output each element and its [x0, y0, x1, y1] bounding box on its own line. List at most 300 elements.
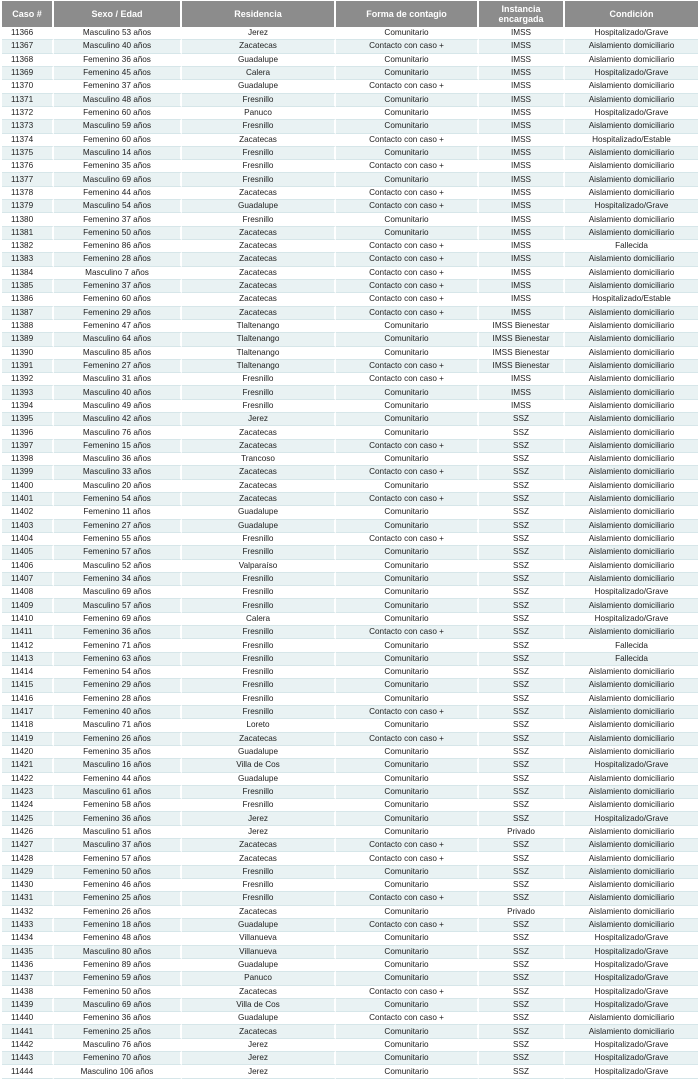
cell-instancia: SSZ	[479, 786, 565, 799]
cell-condicion: Aislamiento domiciliario	[565, 54, 698, 67]
table-row	[2, 440, 698, 453]
cell-residencia: Zacatecas	[182, 187, 336, 200]
cell-residencia: Fresnillo	[182, 400, 336, 413]
cell-forma-contagio: Contacto con caso +	[336, 307, 479, 320]
cell-caso: 11440	[2, 1012, 54, 1025]
cell-condicion: Aislamiento domiciliario	[565, 626, 698, 639]
cell-sexo-edad: Femenino 29 años	[54, 307, 182, 320]
cell-instancia: IMSS	[479, 227, 565, 240]
cell-condicion: Aislamiento domiciliario	[565, 347, 698, 360]
cell-instancia: SSZ	[479, 599, 565, 612]
cell-caso: 11406	[2, 560, 54, 573]
table-row	[2, 94, 698, 107]
cell-residencia: Fresnillo	[182, 799, 336, 812]
cell-caso: 11399	[2, 466, 54, 479]
header-instancia: Instancia encargada	[479, 1, 565, 27]
cell-forma-contagio: Comunitario	[336, 320, 479, 333]
cell-condicion: Aislamiento domiciliario	[565, 187, 698, 200]
table-row	[2, 134, 698, 147]
cell-residencia: Guadalupe	[182, 746, 336, 759]
cell-instancia: SSZ	[479, 613, 565, 626]
cell-condicion: Aislamiento domiciliario	[565, 546, 698, 559]
cell-forma-contagio: Contacto con caso +	[336, 533, 479, 546]
cell-caso: 11422	[2, 773, 54, 786]
table-row	[2, 706, 698, 719]
cell-residencia: Loreto	[182, 719, 336, 732]
cell-condicion: Aislamiento domiciliario	[565, 466, 698, 479]
cell-residencia: Jerez	[182, 826, 336, 839]
cell-forma-contagio: Comunitario	[336, 333, 479, 346]
cell-sexo-edad: Femenino 44 años	[54, 773, 182, 786]
cell-sexo-edad: Femenino 63 años	[54, 653, 182, 666]
cell-caso: 11411	[2, 626, 54, 639]
cell-forma-contagio: Contacto con caso +	[336, 280, 479, 293]
cell-forma-contagio: Contacto con caso +	[336, 134, 479, 147]
cell-condicion: Aislamiento domiciliario	[565, 693, 698, 706]
cell-residencia: Zacatecas	[182, 852, 336, 865]
cell-caso: 11380	[2, 213, 54, 226]
cell-instancia: SSZ	[479, 1025, 565, 1038]
cell-condicion: Fallecida	[565, 639, 698, 652]
cell-caso: 11372	[2, 107, 54, 120]
cell-sexo-edad: Masculino 106 años	[54, 1065, 182, 1078]
cell-instancia: SSZ	[479, 533, 565, 546]
table-row	[2, 986, 698, 999]
cell-instancia: SSZ	[479, 626, 565, 639]
cell-forma-contagio: Contacto con caso +	[336, 240, 479, 253]
cell-caso: 11443	[2, 1052, 54, 1065]
cell-caso: 11436	[2, 959, 54, 972]
table-row	[2, 320, 698, 333]
cell-forma-contagio: Comunitario	[336, 1065, 479, 1078]
cell-residencia: Panuco	[182, 972, 336, 985]
cell-residencia: Jerez	[182, 1065, 336, 1078]
cell-sexo-edad: Masculino 42 años	[54, 413, 182, 426]
cell-condicion: Aislamiento domiciliario	[565, 320, 698, 333]
table-row	[2, 426, 698, 439]
cell-forma-contagio: Comunitario	[336, 999, 479, 1012]
cell-condicion: Hospitalizado/Grave	[565, 586, 698, 599]
cell-sexo-edad: Femenino 27 años	[54, 520, 182, 533]
cell-instancia: IMSS	[479, 134, 565, 147]
table-row	[2, 906, 698, 919]
cell-forma-contagio: Comunitario	[336, 386, 479, 399]
cell-residencia: Zacatecas	[182, 480, 336, 493]
table-row	[2, 919, 698, 932]
cell-residencia: Villa de Cos	[182, 759, 336, 772]
header-caso: Caso #	[2, 1, 54, 27]
cell-sexo-edad: Femenino 46 años	[54, 879, 182, 892]
cases-table-container	[2, 1, 698, 1079]
cell-sexo-edad: Femenino 26 años	[54, 906, 182, 919]
table-row	[2, 693, 698, 706]
cell-residencia: Fresnillo	[182, 373, 336, 386]
cell-forma-contagio: Comunitario	[336, 120, 479, 133]
cell-instancia: SSZ	[479, 986, 565, 999]
cell-forma-contagio: Comunitario	[336, 173, 479, 186]
cell-sexo-edad: Masculino 53 años	[54, 27, 182, 40]
cell-instancia: SSZ	[479, 946, 565, 959]
cell-instancia: IMSS	[479, 160, 565, 173]
cell-caso: 11441	[2, 1025, 54, 1038]
cell-forma-contagio: Comunitario	[336, 879, 479, 892]
cell-forma-contagio: Comunitario	[336, 906, 479, 919]
cell-forma-contagio: Comunitario	[336, 107, 479, 120]
cell-caso: 11416	[2, 693, 54, 706]
cell-forma-contagio: Comunitario	[336, 1039, 479, 1052]
header-residencia: Residencia	[182, 1, 336, 27]
cell-caso: 11429	[2, 866, 54, 879]
cell-residencia: Fresnillo	[182, 693, 336, 706]
table-row	[2, 413, 698, 426]
cell-forma-contagio: Comunitario	[336, 413, 479, 426]
table-row	[2, 80, 698, 93]
cell-forma-contagio: Comunitario	[336, 480, 479, 493]
cell-residencia: Fresnillo	[182, 586, 336, 599]
cell-forma-contagio: Contacto con caso +	[336, 706, 479, 719]
cell-sexo-edad: Femenino 54 años	[54, 493, 182, 506]
cell-condicion: Aislamiento domiciliario	[565, 147, 698, 160]
cell-sexo-edad: Femenino 28 años	[54, 693, 182, 706]
cell-forma-contagio: Comunitario	[336, 786, 479, 799]
cases-table	[2, 1, 698, 1079]
cell-caso: 11418	[2, 719, 54, 732]
cell-caso: 11442	[2, 1039, 54, 1052]
cell-instancia: SSZ	[479, 919, 565, 932]
cell-sexo-edad: Femenino 15 años	[54, 440, 182, 453]
cell-instancia: IMSS	[479, 400, 565, 413]
cell-instancia: IMSS	[479, 307, 565, 320]
cell-residencia: Fresnillo	[182, 626, 336, 639]
cell-caso: 11367	[2, 40, 54, 53]
cell-sexo-edad: Masculino 48 años	[54, 94, 182, 107]
cell-residencia: Zacatecas	[182, 307, 336, 320]
cell-sexo-edad: Femenino 26 años	[54, 733, 182, 746]
cell-forma-contagio: Contacto con caso +	[336, 466, 479, 479]
cell-caso: 11376	[2, 160, 54, 173]
cell-forma-contagio: Comunitario	[336, 719, 479, 732]
cell-condicion: Hospitalizado/Grave	[565, 200, 698, 213]
cell-forma-contagio: Comunitario	[336, 67, 479, 80]
cell-instancia: IMSS	[479, 187, 565, 200]
cell-sexo-edad: Femenino 36 años	[54, 54, 182, 67]
cell-residencia: Fresnillo	[182, 160, 336, 173]
cell-sexo-edad: Femenino 35 años	[54, 746, 182, 759]
cell-residencia: Tlaltenango	[182, 333, 336, 346]
cell-sexo-edad: Femenino 36 años	[54, 1012, 182, 1025]
cell-forma-contagio: Comunitario	[336, 666, 479, 679]
cell-condicion: Aislamiento domiciliario	[565, 746, 698, 759]
cell-caso: 11414	[2, 666, 54, 679]
cell-sexo-edad: Femenino 48 años	[54, 932, 182, 945]
cell-caso: 11386	[2, 293, 54, 306]
cell-residencia: Zacatecas	[182, 134, 336, 147]
cell-forma-contagio: Comunitario	[336, 546, 479, 559]
cell-condicion: Hospitalizado/Grave	[565, 932, 698, 945]
table-row	[2, 506, 698, 519]
table-row	[2, 773, 698, 786]
cell-sexo-edad: Masculino 49 años	[54, 400, 182, 413]
cell-caso: 11408	[2, 586, 54, 599]
cell-forma-contagio: Contacto con caso +	[336, 986, 479, 999]
cell-caso: 11412	[2, 639, 54, 652]
table-row	[2, 520, 698, 533]
cell-instancia: SSZ	[479, 879, 565, 892]
cell-caso: 11419	[2, 733, 54, 746]
cell-instancia: IMSS	[479, 253, 565, 266]
cell-condicion: Hospitalizado/Grave	[565, 1039, 698, 1052]
cell-instancia: IMSS	[479, 293, 565, 306]
cell-caso: 11431	[2, 892, 54, 905]
cell-residencia: Zacatecas	[182, 440, 336, 453]
table-row	[2, 213, 698, 226]
cell-sexo-edad: Femenino 50 años	[54, 227, 182, 240]
table-row	[2, 187, 698, 200]
cell-instancia: Privado	[479, 826, 565, 839]
cell-caso: 11381	[2, 227, 54, 240]
cell-instancia: SSZ	[479, 653, 565, 666]
cell-caso: 11417	[2, 706, 54, 719]
cell-condicion: Aislamiento domiciliario	[565, 666, 698, 679]
cell-sexo-edad: Masculino 64 años	[54, 333, 182, 346]
cell-instancia: IMSS Bienestar	[479, 333, 565, 346]
cell-residencia: Tlaltenango	[182, 360, 336, 373]
cell-forma-contagio: Comunitario	[336, 347, 479, 360]
cell-instancia: SSZ	[479, 560, 565, 573]
cell-instancia: SSZ	[479, 932, 565, 945]
cell-forma-contagio: Contacto con caso +	[336, 733, 479, 746]
cell-sexo-edad: Masculino 33 años	[54, 466, 182, 479]
cell-residencia: Jerez	[182, 812, 336, 825]
cell-caso: 11390	[2, 347, 54, 360]
cell-sexo-edad: Femenino 60 años	[54, 107, 182, 120]
cell-condicion: Aislamiento domiciliario	[565, 400, 698, 413]
table-row	[2, 546, 698, 559]
cell-forma-contagio: Comunitario	[336, 653, 479, 666]
table-row	[2, 293, 698, 306]
cell-condicion: Hospitalizado/Grave	[565, 959, 698, 972]
cell-instancia: SSZ	[479, 959, 565, 972]
cell-sexo-edad: Femenino 40 años	[54, 706, 182, 719]
table-row	[2, 1065, 698, 1078]
cell-forma-contagio: Comunitario	[336, 573, 479, 586]
cell-forma-contagio: Comunitario	[336, 773, 479, 786]
cell-sexo-edad: Femenino 50 años	[54, 866, 182, 879]
table-row	[2, 599, 698, 612]
cell-residencia: Zacatecas	[182, 733, 336, 746]
cell-instancia: SSZ	[479, 1065, 565, 1078]
cell-forma-contagio: Comunitario	[336, 972, 479, 985]
cell-condicion: Aislamiento domiciliario	[565, 733, 698, 746]
table-row	[2, 1012, 698, 1025]
cell-caso: 11401	[2, 493, 54, 506]
header-forma-contagio: Forma de contagio	[336, 1, 479, 27]
cell-condicion: Aislamiento domiciliario	[565, 253, 698, 266]
cell-forma-contagio: Contacto con caso +	[336, 253, 479, 266]
cell-sexo-edad: Femenino 45 años	[54, 67, 182, 80]
cell-condicion: Hospitalizado/Grave	[565, 107, 698, 120]
cell-forma-contagio: Comunitario	[336, 560, 479, 573]
table-row	[2, 200, 698, 213]
cell-forma-contagio: Contacto con caso +	[336, 626, 479, 639]
cell-forma-contagio: Comunitario	[336, 812, 479, 825]
cell-sexo-edad: Femenino 34 años	[54, 573, 182, 586]
cell-caso: 11433	[2, 919, 54, 932]
cell-instancia: IMSS	[479, 94, 565, 107]
cell-caso: 11444	[2, 1065, 54, 1078]
cell-forma-contagio: Contacto con caso +	[336, 293, 479, 306]
cell-caso: 11398	[2, 453, 54, 466]
cell-forma-contagio: Contacto con caso +	[336, 267, 479, 280]
cell-sexo-edad: Femenino 37 años	[54, 280, 182, 293]
cell-instancia: SSZ	[479, 719, 565, 732]
cell-instancia: SSZ	[479, 413, 565, 426]
table-row	[2, 666, 698, 679]
cell-caso: 11435	[2, 946, 54, 959]
cell-sexo-edad: Femenino 36 años	[54, 626, 182, 639]
cell-instancia: IMSS	[479, 147, 565, 160]
cell-sexo-edad: Masculino 37 años	[54, 839, 182, 852]
cell-caso: 11368	[2, 54, 54, 67]
cell-residencia: Fresnillo	[182, 866, 336, 879]
cell-condicion: Hospitalizado/Grave	[565, 1065, 698, 1078]
cell-forma-contagio: Contacto con caso +	[336, 852, 479, 865]
cell-forma-contagio: Comunitario	[336, 213, 479, 226]
cell-instancia: Privado	[479, 906, 565, 919]
cell-residencia: Guadalupe	[182, 54, 336, 67]
table-row	[2, 786, 698, 799]
cell-residencia: Fresnillo	[182, 573, 336, 586]
cell-caso: 11377	[2, 173, 54, 186]
cell-condicion: Aislamiento domiciliario	[565, 386, 698, 399]
cell-residencia: Guadalupe	[182, 506, 336, 519]
table-row	[2, 1052, 698, 1065]
cell-forma-contagio: Comunitario	[336, 1025, 479, 1038]
cell-residencia: Guadalupe	[182, 959, 336, 972]
cell-condicion: Fallecida	[565, 240, 698, 253]
cell-residencia: Jerez	[182, 27, 336, 40]
cell-forma-contagio: Comunitario	[336, 959, 479, 972]
cell-forma-contagio: Contacto con caso +	[336, 80, 479, 93]
cell-residencia: Zacatecas	[182, 1025, 336, 1038]
table-row	[2, 347, 698, 360]
cell-residencia: Zacatecas	[182, 40, 336, 53]
cell-caso: 11383	[2, 253, 54, 266]
cell-forma-contagio: Contacto con caso +	[336, 200, 479, 213]
cell-instancia: IMSS	[479, 267, 565, 280]
cell-sexo-edad: Femenino 18 años	[54, 919, 182, 932]
table-row	[2, 173, 698, 186]
cell-residencia: Fresnillo	[182, 679, 336, 692]
cell-caso: 11407	[2, 573, 54, 586]
cell-sexo-edad: Femenino 36 años	[54, 812, 182, 825]
cell-caso: 11405	[2, 546, 54, 559]
cell-sexo-edad: Femenino 25 años	[54, 892, 182, 905]
cell-condicion: Aislamiento domiciliario	[565, 706, 698, 719]
table-row	[2, 679, 698, 692]
cell-residencia: Zacatecas	[182, 227, 336, 240]
cell-forma-contagio: Contacto con caso +	[336, 919, 479, 932]
cell-instancia: IMSS	[479, 54, 565, 67]
cell-caso: 11371	[2, 94, 54, 107]
cell-sexo-edad: Masculino 71 años	[54, 719, 182, 732]
cell-forma-contagio: Comunitario	[336, 426, 479, 439]
cell-residencia: Zacatecas	[182, 426, 336, 439]
cell-sexo-edad: Masculino 52 años	[54, 560, 182, 573]
cell-condicion: Aislamiento domiciliario	[565, 573, 698, 586]
cell-condicion: Aislamiento domiciliario	[565, 679, 698, 692]
cell-instancia: IMSS	[479, 120, 565, 133]
cell-caso: 11384	[2, 267, 54, 280]
cell-caso: 11400	[2, 480, 54, 493]
cell-sexo-edad: Masculino 69 años	[54, 999, 182, 1012]
cell-forma-contagio: Comunitario	[336, 400, 479, 413]
cell-instancia: SSZ	[479, 506, 565, 519]
cell-residencia: Fresnillo	[182, 147, 336, 160]
cell-forma-contagio: Comunitario	[336, 586, 479, 599]
cell-instancia: IMSS Bienestar	[479, 320, 565, 333]
cell-sexo-edad: Femenino 60 años	[54, 134, 182, 147]
cell-residencia: Fresnillo	[182, 653, 336, 666]
cell-condicion: Aislamiento domiciliario	[565, 852, 698, 865]
cell-condicion: Aislamiento domiciliario	[565, 94, 698, 107]
table-row	[2, 360, 698, 373]
table-row	[2, 240, 698, 253]
cell-sexo-edad: Femenino 11 años	[54, 506, 182, 519]
cell-residencia: Villa de Cos	[182, 999, 336, 1012]
cell-condicion: Aislamiento domiciliario	[565, 360, 698, 373]
cell-condicion: Aislamiento domiciliario	[565, 799, 698, 812]
cell-instancia: SSZ	[479, 839, 565, 852]
cell-residencia: Jerez	[182, 1052, 336, 1065]
table-row	[2, 27, 698, 40]
cell-instancia: IMSS	[479, 173, 565, 186]
table-row	[2, 480, 698, 493]
cell-forma-contagio: Comunitario	[336, 54, 479, 67]
cell-condicion: Aislamiento domiciliario	[565, 1012, 698, 1025]
cell-sexo-edad: Masculino 54 años	[54, 200, 182, 213]
cell-residencia: Guadalupe	[182, 773, 336, 786]
table-row	[2, 533, 698, 546]
cell-residencia: Fresnillo	[182, 386, 336, 399]
table-row	[2, 639, 698, 652]
cell-residencia: Zacatecas	[182, 280, 336, 293]
cell-sexo-edad: Femenino 71 años	[54, 639, 182, 652]
cell-instancia: SSZ	[479, 666, 565, 679]
cell-sexo-edad: Masculino 7 años	[54, 267, 182, 280]
cell-residencia: Jerez	[182, 1039, 336, 1052]
cell-condicion: Aislamiento domiciliario	[565, 373, 698, 386]
cell-instancia: SSZ	[479, 426, 565, 439]
cell-forma-contagio: Comunitario	[336, 227, 479, 240]
cell-sexo-edad: Masculino 76 años	[54, 1039, 182, 1052]
cell-residencia: Calera	[182, 67, 336, 80]
table-row	[2, 493, 698, 506]
cell-sexo-edad: Femenino 69 años	[54, 613, 182, 626]
cell-caso: 11389	[2, 333, 54, 346]
cell-caso: 11404	[2, 533, 54, 546]
cell-condicion: Aislamiento domiciliario	[565, 480, 698, 493]
cell-condicion: Aislamiento domiciliario	[565, 599, 698, 612]
cell-sexo-edad: Femenino 28 años	[54, 253, 182, 266]
cell-sexo-edad: Masculino 76 años	[54, 426, 182, 439]
cell-caso: 11409	[2, 599, 54, 612]
table-row	[2, 653, 698, 666]
cell-condicion: Aislamiento domiciliario	[565, 533, 698, 546]
cell-sexo-edad: Femenino 27 años	[54, 360, 182, 373]
cell-forma-contagio: Comunitario	[336, 679, 479, 692]
cell-sexo-edad: Femenino 58 años	[54, 799, 182, 812]
